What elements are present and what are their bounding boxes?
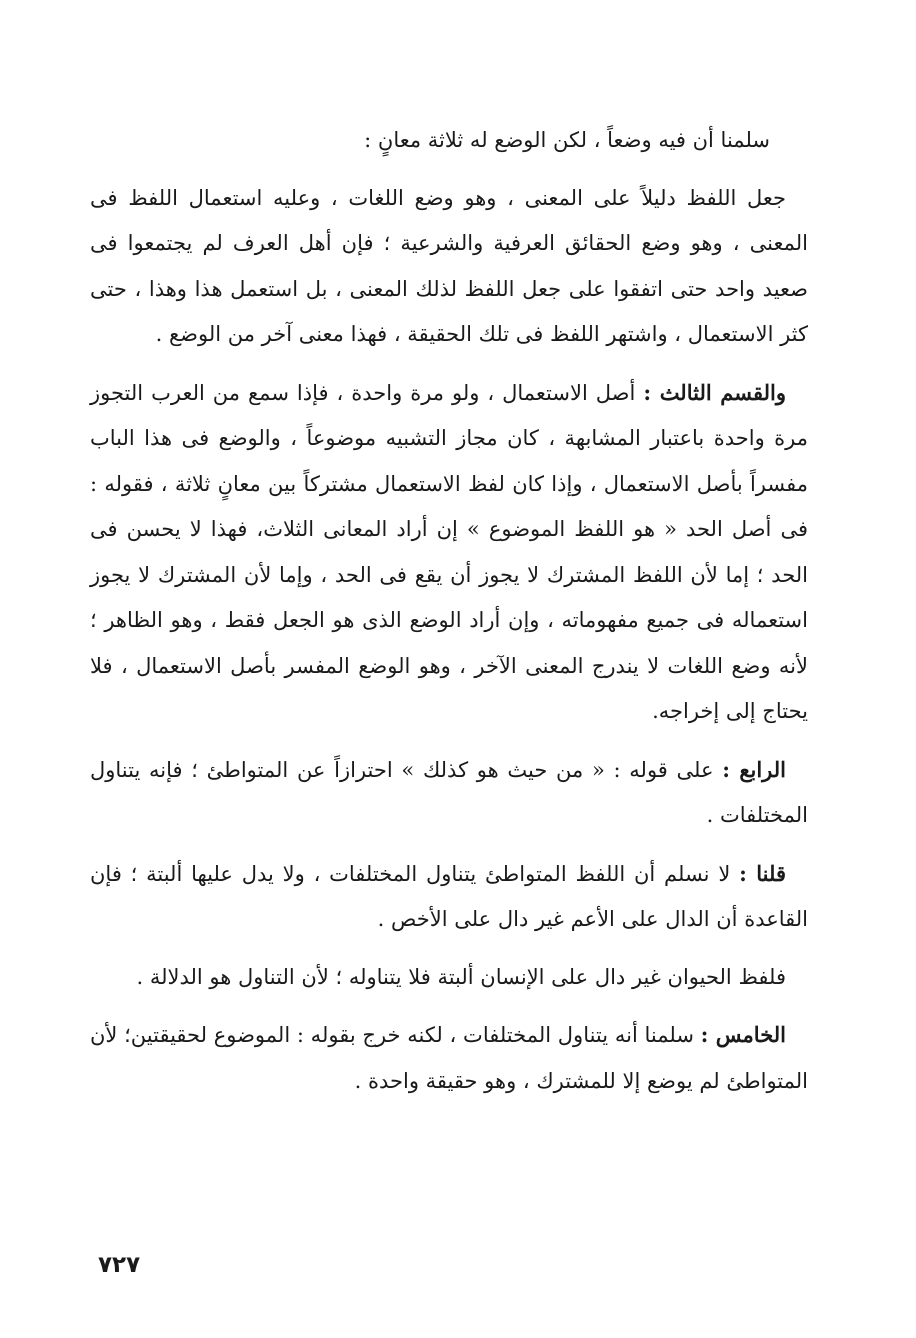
- paragraph-5-text: لا نسلم أن اللفظ المتواطئ يتناول المختلفات ، ولا يدل عليها ألبتة ؛ فإن القاعدة أن الدال على الأعم غير دال على الأخص .: [90, 861, 808, 931]
- page-body: [90, 118, 808, 1116]
- paragraph-3-lead: والقسم الثالث :: [643, 379, 786, 405]
- paragraph-6: [90, 955, 808, 1001]
- paragraph-1: [90, 118, 808, 164]
- paragraph-6-text: فلفظ الحيوان غير دال على الإنسان ألبتة فلا يتناوله ؛ لأن التناول هو الدلالة .: [136, 964, 786, 989]
- paragraph-2-text: جعل اللفظ دليلاً على المعنى ، وهو وضع اللغات ، وعليه استعمال اللفظ فى المعنى ، وهو وضع الحقائق العرفية والشرعية ؛ فإن أهل العرف لم يجتمعوا فى صعيد واحد حتى اتفقوا على جعل اللفظ لذلك المعنى ، بل استعمل هذا وهذا ، حتى كثر الاستعمال ، واشتهر اللفظ فى تلك الحقيقة ، فهذا معنى آخر من الوضع .: [90, 185, 808, 346]
- paragraph-1-text: سلمنا أن فيه وضعاً ، لكن الوضع له ثلاثة معانٍ :: [364, 128, 770, 152]
- paragraph-2: [90, 176, 808, 358]
- paragraph-7: [90, 1012, 808, 1104]
- paragraph-5-lead: قلنا :: [739, 860, 786, 886]
- paragraph-5: [90, 851, 808, 943]
- paragraph-3-text: أصل الاستعمال ، ولو مرة واحدة ، فإذا سمع من العرب التجوز مرة واحدة باعتبار المشابهة ، كان مجاز التشبيه موضوعاً ، والوضع فى هذا الباب مفسراً بأصل الاستعمال ، وإذا كان لفظ الاستعمال مشتركاً بين معانٍ ثلاثة ، فقوله : فى أصل الحد « هو اللفظ الموضوع » إن أراد المعانى الثلاث، فهذا لا يحسن فى الحد ؛ إما لأن اللفظ المشترك لا يجوز أن يقع فى الحد ، وإما لأن المشترك لا يجوز استعماله فى جميع مفهوماته ، وإن أراد الوضع الذى هو الجعل فقط ، وهو الظاهر ؛ لأنه وضع اللغات لا يندرج المعنى الآخر ، وهو الوضع المفسر بأصل الاستعمال ، فلا يحتاج إلى إخراجه.: [90, 380, 808, 723]
- paragraph-7-lead: الخامس :: [700, 1022, 786, 1047]
- paragraph-4: [90, 747, 808, 839]
- paragraph-7-text: سلمنا أنه يتناول المختلفات ، لكنه خرج بقوله : الموضوع لحقيقتين؛ لأن المتواطئ لم يوضع إلا للمشترك ، وهو حقيقة واحدة .: [90, 1023, 808, 1093]
- paragraph-4-text: على قوله : « من حيث هو كذلك » احترازاً عن المتواطئ ؛ فإنه يتناول المختلفات .: [90, 757, 808, 827]
- page-number: ٧٢٧: [98, 1252, 141, 1278]
- paragraph-4-lead: الرابع :: [722, 756, 786, 782]
- paragraph-3: [90, 370, 808, 735]
